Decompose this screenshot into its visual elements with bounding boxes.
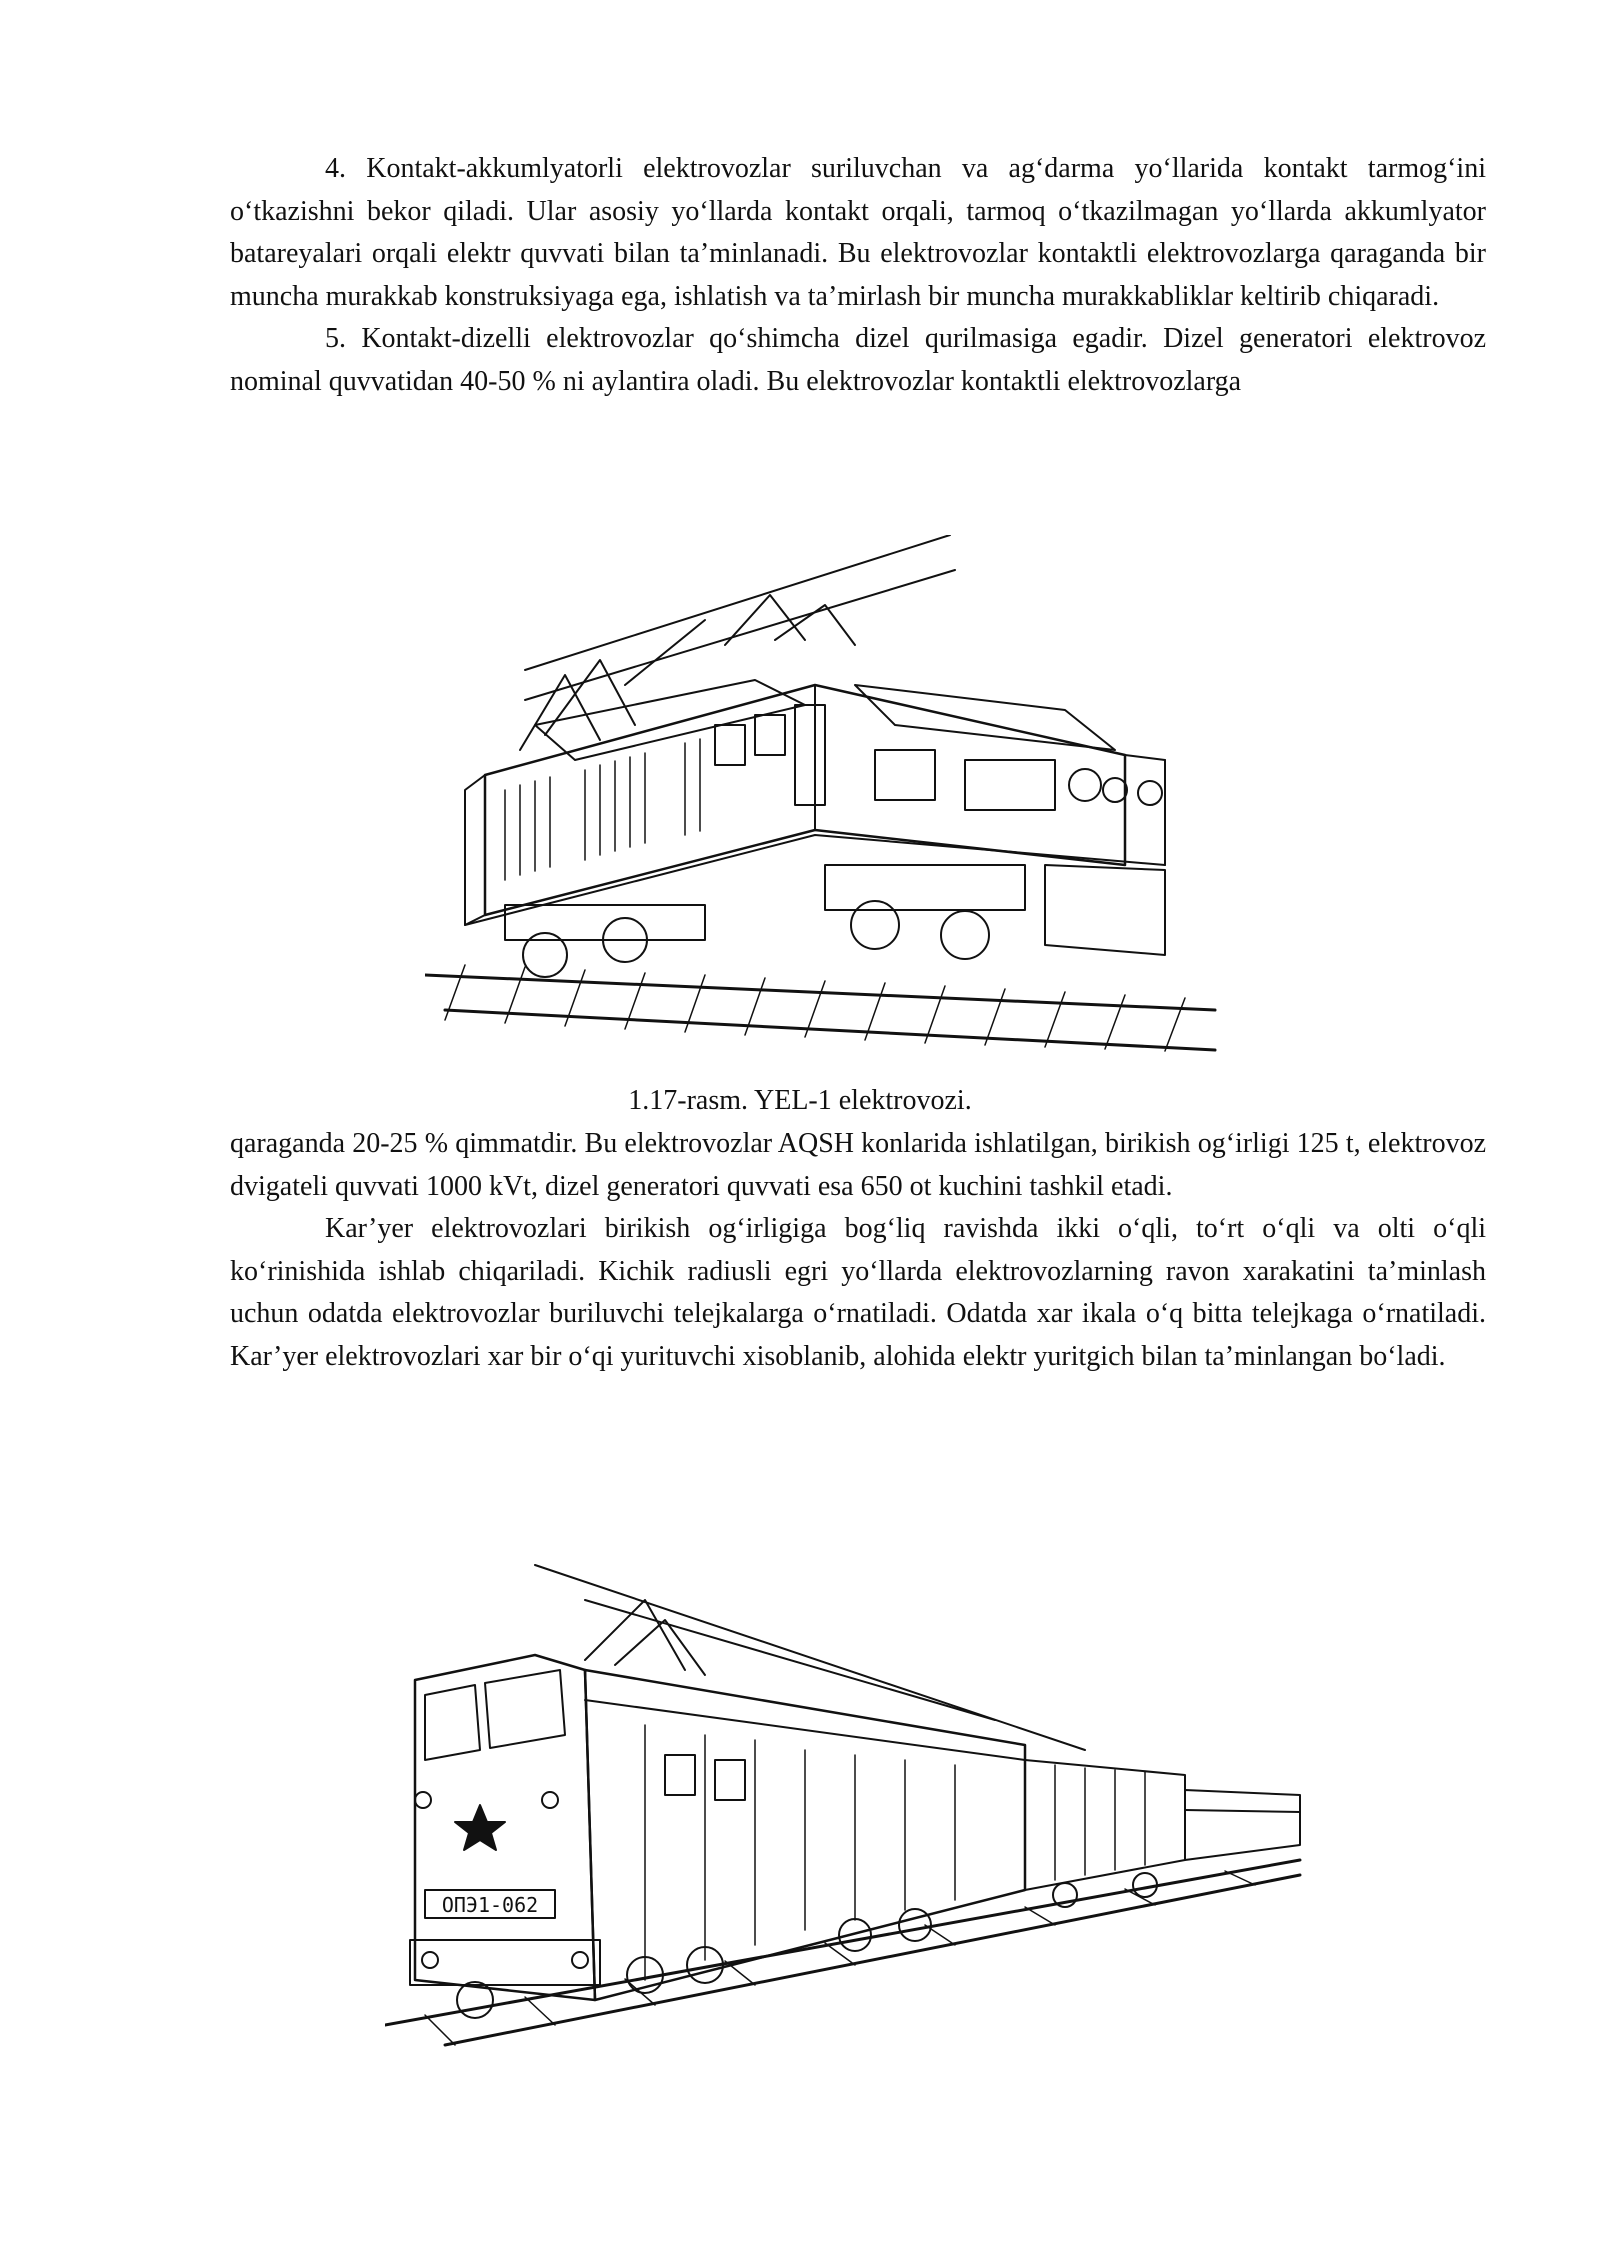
text-block-top <box>230 148 1486 403</box>
paragraph-5: 5. Kontakt-dizelli elektrovozlar qo‘shimcha dizel qurilmasiga egadir. Dizel generatori elektrovoz nominal quvvatidan 40-50 % ni aylantira oladi. Bu elektrovozlar kontaktli elektrovozlarga <box>230 323 1486 397</box>
figure-caption: 1.17-rasm. YEL-1 elektrovozi. <box>628 1085 972 1116</box>
paragraph-4: 4. Kontakt-akkumlyatorli elektrovozlar suriluvchan va ag‘darma yo‘llarida kontakt tarmog‘ini o‘tkazishni bekor qiladi. Ular asosiy yo‘llarda kontakt orqali, tarmoq o‘tkazilmagan yo‘llarda akkumlyator batareyalari orqali elektr quvvati bilan ta’minlanadi. Bu elektrovozlar kontaktli elektrovozlarga qaraganda bir muncha murakkab konstruksiyaga ega, ishlatish va ta’mirlash bir muncha murakkabliklar keltirib chiqaradi. <box>230 153 1486 312</box>
paragraph-quarry-locomotives: Kar’yer elektrovozlari birikish og‘irligiga bog‘liq ravishda ikki o‘qli, to‘rt o‘qli va olti o‘qli ko‘rinishida ishlab chiqariladi. Kichik radiusli egri yo‘llarda elektrovozlarning ravon xarakatini ta’minlash uchun odatda elektrovozlar buriluvchi telejkalarga o‘rnatiladi. Odatda xar ikala o‘q bitta telejkaga o‘rnatiladi. Kar’yer elektrovozlari xar bir o‘qi yurituvchi xisoblanib, alohida elektr yuritgich bilan ta’minlangan bo‘ladi. <box>230 1213 1486 1372</box>
electric-locomotive-drawing-icon <box>425 535 1225 1065</box>
figure-yel1-locomotive <box>425 535 1225 1065</box>
text-block-bottom <box>230 1123 1486 1378</box>
figure-ope1-locomotive <box>385 1560 1315 2050</box>
paragraph-continuation: qaraganda 20-25 % qimmatdir. Bu elektrovozlar AQSH konlarida ishlatilgan, birikish og‘irligi 125 t, elektrovoz dvigateli quvvati 1000 kVt, dizel generatori quvvati esa 650 ot kuchini tashkil etadi. <box>230 1128 1486 1202</box>
contact-diesel-locomotive-drawing-icon <box>385 1560 1315 2050</box>
locomotive-number-plate: OПЭ1-062 <box>441 1893 539 1917</box>
